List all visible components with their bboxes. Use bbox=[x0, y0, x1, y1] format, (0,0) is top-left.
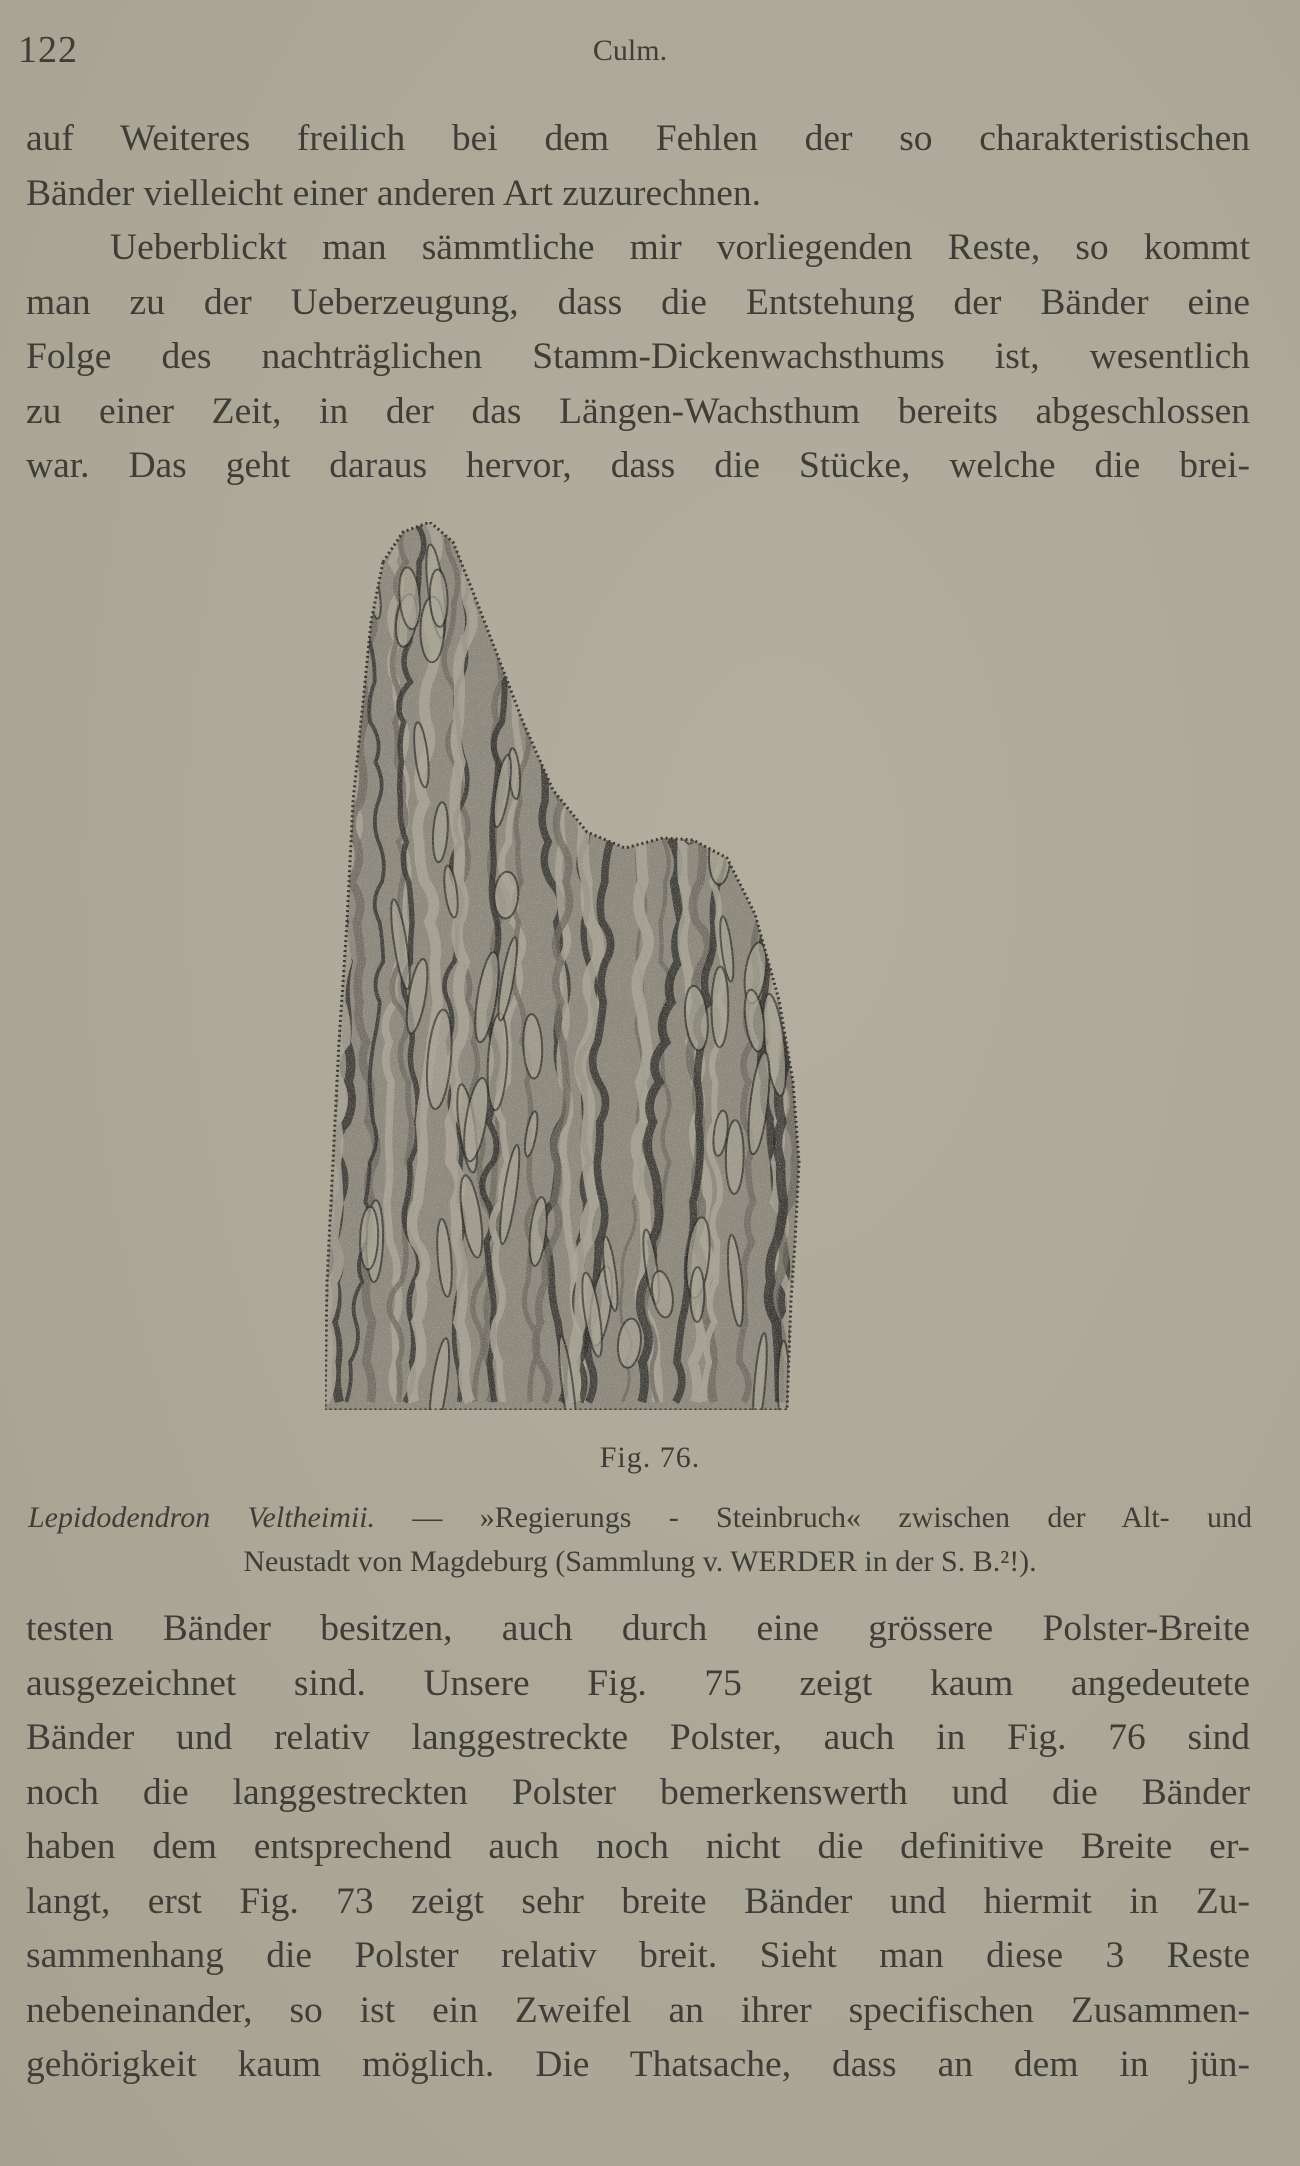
caption-species: Lepidodendron Veltheimii. bbox=[28, 1501, 376, 1534]
figure-caption bbox=[28, 1496, 1252, 1584]
leaf-cushion bbox=[762, 809, 781, 903]
text-line: ausgezeichnet sind. Unsere Fig. 75 zeigt kaum angedeutete bbox=[26, 1662, 1250, 1704]
text-line: sammenhang die Polster relativ breit. Sieht man diese 3 Reste bbox=[26, 1935, 1250, 1976]
leaf-cushion bbox=[701, 576, 724, 625]
leaf-cushion bbox=[625, 721, 655, 803]
page-number: 122 bbox=[18, 29, 78, 71]
text-line: gehörigkeit kaum möglich. Die Thatsache, dass an dem in jün- bbox=[26, 2044, 1250, 2085]
caption-line-2: Neustadt von Magdeburg (Sammlung v. WERDER in der S. B.²!). bbox=[243, 1545, 1037, 1578]
leaf-cushion bbox=[672, 782, 699, 845]
text-line: zu einer Zeit, in der das Längen-Wachsthum bereits abgeschlossen bbox=[26, 390, 1250, 432]
text-line: haben dem entsprechend auch noch nicht die definitive Breite er- bbox=[26, 1826, 1250, 1867]
leaf-cushion bbox=[712, 581, 746, 681]
text-line: noch die langgestreckten Polster bemerkenswerth und die Bänder bbox=[26, 1771, 1250, 1813]
text-line: Bänder vielleicht einer anderen Art zuzurechnen. bbox=[26, 172, 762, 214]
text-line: langt, erst Fig. 73 zeigt sehr breite Bänder und hiermit in Zu- bbox=[26, 1880, 1250, 1922]
text-line: nebeneinander, so ist ein Zweifel an ihrer specifischen Zusammen- bbox=[26, 1989, 1250, 2031]
figure-label: Fig. 76. bbox=[599, 1441, 701, 1474]
leaf-cushion bbox=[529, 583, 552, 675]
leaf-cushion bbox=[741, 592, 764, 660]
caption-location: — »Regierungs - Steinbruch« zwischen der Alt- und bbox=[375, 1501, 1252, 1534]
body-text-top bbox=[26, 112, 1250, 494]
leaf-cushion bbox=[759, 577, 788, 627]
text-line: testen Bänder besitzen, auch durch eine grössere Polster-Breite bbox=[26, 1608, 1250, 1649]
body-text-bottom bbox=[26, 1602, 1250, 2093]
text-line: Folge des nachträglichen Stamm-Dickenwachsthums ist, wesentlich bbox=[26, 336, 1250, 377]
text-line: Bänder und relativ langgestreckte Polster, auch in Fig. 76 sind bbox=[26, 1717, 1250, 1758]
fossil-illustration bbox=[325, 522, 960, 1410]
text-line: war. Das geht daraus hervor, dass die Stücke, welche die brei- bbox=[26, 445, 1250, 486]
fossil-drawing bbox=[325, 522, 960, 1410]
text-line: man zu der Ueberzeugung, dass die Entstehung der Bänder eine bbox=[26, 281, 1250, 323]
running-head: Culm. bbox=[592, 34, 668, 67]
text-line: auf Weiteres freilich bei dem Fehlen der so charakteristischen bbox=[26, 118, 1250, 159]
leaf-cushion bbox=[637, 689, 668, 763]
text-line: Ueberblickt man sämmtliche mir vorliegenden Reste, so kommt bbox=[110, 227, 1250, 268]
page-header bbox=[18, 28, 1242, 78]
caption-line-1 bbox=[28, 1496, 1252, 1540]
